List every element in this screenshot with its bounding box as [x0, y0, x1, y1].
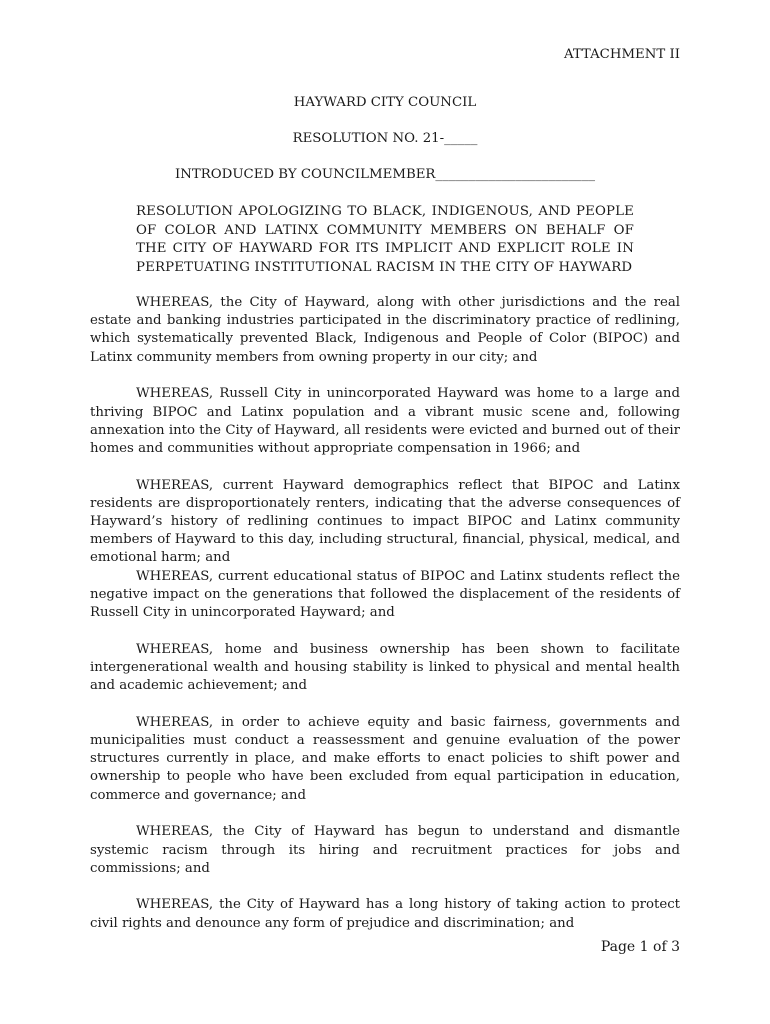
whereas-paragraph: WHEREAS, in order to achieve equity and basic fairness, governments and municipalities must conduct a reassessment and genuine evaluation of the power structures currently in place, and make efforts to enact policies to shift power and ownership to people who have been excluded from equal participation in education, commerce and governance; and [90, 714, 680, 803]
page-number: Page 1 of 3 [600, 939, 680, 955]
whereas-paragraph: WHEREAS, home and business ownership has been shown to facilitate intergenerational wealth and housing stability is linked to physical and mental health and academic achievement; and [90, 641, 680, 694]
whereas-paragraph: WHEREAS, current educational status of BIPOC and Latinx students reflect the negative impact on the generations that followed the displacement of the residents of Russell City in unincorporated Hayward; and [90, 568, 680, 621]
whereas-paragraph: WHEREAS, the City of Hayward has begun to understand and dismantle systemic racism through its hiring and recruitment practices for jobs and commissions; and [90, 824, 680, 876]
whereas-paragraph: WHEREAS, the City of Hayward, along with other jurisdictions and the real estate and banking industries participated in the discriminatory practice of redlining, which systematically prevented Black, Indigenous and People of Color (BIPOC) and Latinx community members from owning property in our city; and [90, 295, 680, 365]
council-title: HAYWARD CITY COUNCIL [293, 95, 477, 110]
resolution-body [90, 294, 680, 951]
attachment-label: ATTACHMENT II [563, 47, 680, 62]
resolution-number: RESOLUTION NO. 21-_____ [292, 131, 478, 146]
whereas-paragraph: WHEREAS, Russell City in unincorporated Hayward was home to a large and thriving BIPOC and Latinx population and a vibrant music scene and, following annexation into the City of Hayward, all residents were evicted and burned out of their homes and communities without appropriate compensation in 1966; and [90, 386, 680, 456]
resolution-title: RESOLUTION APOLOGIZING TO BLACK, INDIGENOUS, AND PEOPLE OF COLOR AND LATINX COMMUNITY MEMBERS ON BEHALF OF THE CITY OF HAYWARD FOR ITS IMPLICIT AND EXPLICIT ROLE IN PERPETUATING INSTITUTIONAL RACISM IN THE CITY OF HAYWARD [136, 204, 634, 275]
introduced-by: INTRODUCED BY COUNCILMEMBER________________________ [174, 167, 595, 182]
whereas-paragraph: WHEREAS, the City of Hayward has a long history of taking action to protect civil rights and denounce any form of prejudice and discrimination; and [90, 897, 680, 931]
whereas-paragraph: WHEREAS, current Hayward demographics reflect that BIPOC and Latinx residents are disproportionately renters, indicating that the adverse consequences of Hayward’s history of redlining continues to impact BIPOC and Latinx community members of Hayward to this day, including structural, financial, physical, medical, and emotional harm; and [90, 477, 680, 566]
